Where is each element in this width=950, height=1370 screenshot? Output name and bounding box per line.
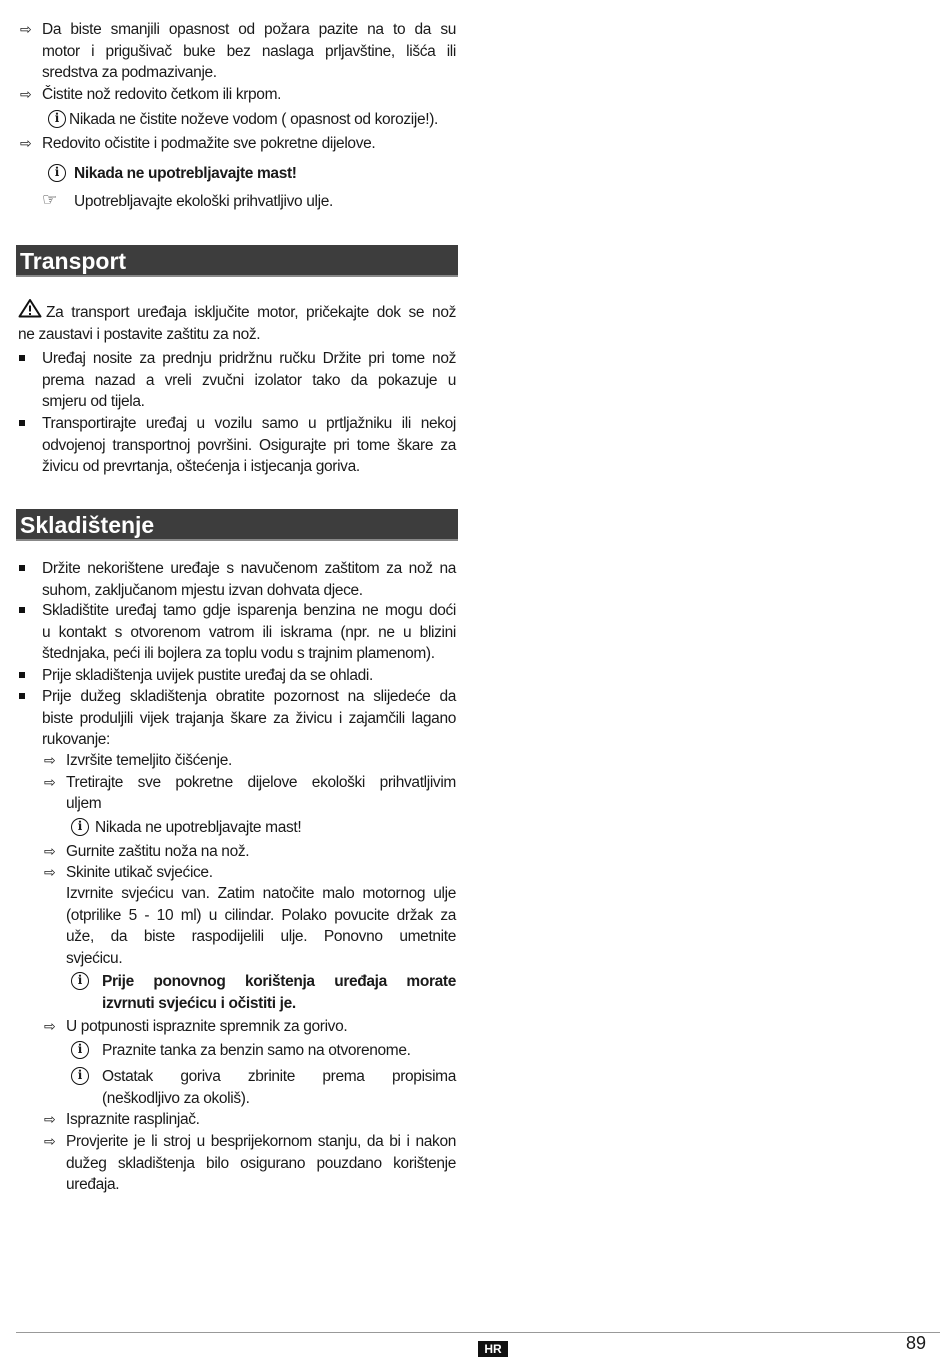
step-text: Gurnite zaštitu noža na nož.: [66, 843, 250, 860]
warning-text: ne zaustavi i postavite zaštitu za nož.: [18, 326, 261, 343]
step-text: uljem: [66, 795, 102, 812]
step-text: svjećicu.: [66, 950, 123, 967]
footer-divider: [16, 1332, 940, 1333]
info-icon: i: [48, 110, 66, 128]
transport-text: Transportirajte uređaj u vozilu samo u prtljažniku ili nekoj: [42, 415, 456, 432]
info-text: Nikada ne upotrebljavajte mast!: [95, 819, 302, 836]
info-text: Prije ponovnog korištenja uređaja morate: [102, 973, 456, 990]
info-icon: i: [48, 164, 66, 182]
arrow-right-icon: ⇨: [20, 135, 32, 151]
step-text: uređaja.: [66, 1176, 120, 1193]
warning-icon: [18, 298, 42, 318]
step-text: Ispraznite rasplinjač.: [66, 1111, 200, 1128]
transport-text: živicu od prevrtanja, oštećenja i istjecanja goriva.: [42, 458, 360, 475]
arrow-right-icon: ⇨: [44, 864, 56, 880]
arrow-right-icon: ⇨: [20, 86, 32, 102]
maintenance-text: sredstva za podmazivanje.: [42, 64, 217, 81]
step-text: Provjerite je li stroj u besprijekornom stanju, da bi i nakon: [66, 1133, 456, 1150]
storage-text: rukovanje:: [42, 731, 111, 748]
info-text: (neškodljivo za okoliš).: [102, 1090, 250, 1107]
square-bullet-icon: [19, 693, 25, 699]
step-text: Tretirajte sve pokretne dijelove ekološki prihvatljivim: [66, 774, 456, 791]
storage-text: Prije skladištenja uvijek pustite uređaj da se ohladi.: [42, 667, 373, 684]
storage-text: Držite nekorištene uređaje s navučenom zaštitom za nož na: [42, 560, 456, 577]
square-bullet-icon: [19, 565, 25, 571]
pointing-hand-icon: ☞: [42, 190, 58, 209]
storage-text: Prije dužeg skladištenja obratite pozornost na slijedeće da: [42, 688, 456, 705]
maintenance-text: Čistite nož redovito četkom ili krpom.: [42, 86, 282, 103]
info-icon: i: [71, 818, 89, 836]
arrow-right-icon: ⇨: [44, 774, 56, 790]
section-heading-storage: Skladištenje: [16, 509, 458, 541]
maintenance-text: Da biste smanjili opasnost od požara pazite na to da su: [42, 21, 456, 38]
storage-text: biste produljili vijek trajanja škare za živicu i zajamčili lagano: [42, 710, 456, 727]
info-text: Praznite tanka za benzin samo na otvorenome.: [102, 1042, 411, 1059]
arrow-right-icon: ⇨: [44, 752, 56, 768]
storage-text: štednjaka, peći ili bojlera za toplu vodu s trajnim plamenom).: [42, 645, 435, 662]
storage-text: suhom, zaključanom mjestu izvan dohvata djece.: [42, 582, 363, 599]
storage-text: Skladištite uređaj tamo gdje isparenja benzina ne mogu doći: [42, 602, 456, 619]
info-text: Ostatak goriva zbrinite prema propisima: [102, 1068, 456, 1085]
square-bullet-icon: [19, 672, 25, 678]
step-text: Izvrnite svjećicu van. Zatim natočite malo motornog ulje: [66, 885, 456, 902]
hint-text: Upotrebljavajte ekološki prihvatljivo ulje.: [74, 193, 333, 210]
step-text: dužeg skladištenja bilo osigurano pouzdano korištenje: [66, 1155, 456, 1172]
language-badge: HR: [478, 1341, 508, 1357]
square-bullet-icon: [19, 607, 25, 613]
transport-text: smjeru od tijela.: [42, 393, 145, 410]
step-text: uže, da biste raspodijelili ulje. Ponovno umetnite: [66, 928, 456, 945]
arrow-right-icon: ⇨: [44, 1018, 56, 1034]
section-heading-transport: Transport: [16, 245, 458, 277]
step-text: (otprilike 5 - 10 ml) u cilindar. Polako povucite držak za: [66, 907, 456, 924]
square-bullet-icon: [19, 420, 25, 426]
arrow-right-icon: ⇨: [44, 1111, 56, 1127]
maintenance-text: motor i prigušivač buke bez naslaga prljavštine, lišća ili: [42, 43, 456, 60]
square-bullet-icon: [19, 355, 25, 361]
step-text: Skinite utikač svjećice.: [66, 864, 213, 881]
page-number: 89: [906, 1333, 927, 1353]
step-text: U potpunosti ispraznite spremnik za gorivo.: [66, 1018, 348, 1035]
info-icon: i: [71, 1041, 89, 1059]
info-icon: i: [71, 1067, 89, 1085]
warning-text: Za transport uređaja isključite motor, pričekajte dok se nož: [46, 304, 456, 321]
arrow-right-icon: ⇨: [44, 1133, 56, 1149]
info-text: Nikada ne upotrebljavajte mast!: [74, 165, 297, 182]
arrow-right-icon: ⇨: [20, 21, 32, 37]
arrow-right-icon: ⇨: [44, 843, 56, 859]
step-text: Izvršite temeljito čišćenje.: [66, 752, 232, 769]
info-icon: i: [71, 972, 89, 990]
maintenance-text: Redovito očistite i podmažite sve pokretne dijelove.: [42, 135, 376, 152]
info-text: izvrnuti svjećicu i očistiti je.: [102, 995, 296, 1012]
storage-text: u kontakt s otvorenom vatrom ili iskrama (npr. ne u blizini: [42, 624, 456, 641]
transport-text: odvojenoj transportnoj površini. Osigurajte pri tome škare za: [42, 437, 456, 454]
info-text: Nikada ne čistite noževe vodom ( opasnost od korozije!).: [69, 111, 438, 128]
transport-text: prema nazad a vreli zvučni izolator tako da pokazuje u: [42, 372, 456, 389]
transport-text: Uređaj nosite za prednju pridržnu ručku Držite pri tome nož: [42, 350, 456, 367]
